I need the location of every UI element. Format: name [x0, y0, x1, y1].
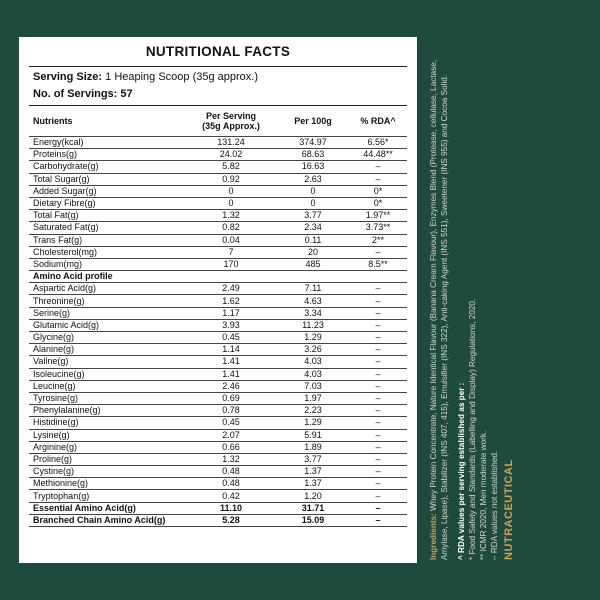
rda-notes	[456, 40, 500, 560]
table-row	[29, 405, 407, 417]
nutrient-name: Amino Acid profile	[29, 271, 185, 283]
nutrient-name: Cholesterol(mg)	[29, 246, 185, 258]
per-100g-value: 4.03	[277, 368, 349, 380]
nutrient-name: Energy(kcal)	[29, 137, 185, 149]
per-100g-value: 485	[277, 258, 349, 270]
nutrient-name: Tyrosine(g)	[29, 392, 185, 404]
per-serving-value: 0	[185, 185, 277, 197]
per-100g-value: 374.97	[277, 137, 349, 149]
rda-value: 0*	[349, 197, 407, 209]
header-rda: % RDA^	[349, 106, 407, 137]
nutrient-name: Isoleucine(g)	[29, 368, 185, 380]
per-100g-value: 1.29	[277, 332, 349, 344]
rda-note-2: ** ICMR 2020, Men moderate work.	[479, 430, 488, 560]
per-100g-value: 3.77	[277, 210, 349, 222]
rda-value: –	[349, 392, 407, 404]
nutrient-name: Carbohydrate(g)	[29, 161, 185, 173]
rda-value: –	[349, 514, 407, 526]
header-per-100g: Per 100g	[277, 106, 349, 137]
table-row	[29, 392, 407, 404]
per-100g-value: 1.97	[277, 392, 349, 404]
table-row	[29, 478, 407, 490]
per-100g-value: 1.20	[277, 490, 349, 502]
nutrient-name: Total Sugar(g)	[29, 173, 185, 185]
serving-size-label: Serving Size:	[33, 71, 103, 83]
servings-count	[19, 87, 417, 105]
table-row	[29, 185, 407, 197]
nutrient-name: Lysine(g)	[29, 429, 185, 441]
nutrient-name: Saturated Fat(g)	[29, 222, 185, 234]
table-row	[29, 161, 407, 173]
table-row	[29, 344, 407, 356]
nutrient-name: Alanine(g)	[29, 344, 185, 356]
nutrient-name: Glycine(g)	[29, 332, 185, 344]
rda-value: –	[349, 441, 407, 453]
nutrient-name: Methionine(g)	[29, 478, 185, 490]
per-100g-value: 0	[277, 185, 349, 197]
rda-value: –	[349, 173, 407, 185]
rda-note-3: – RDA values not established.	[490, 450, 499, 560]
per-serving-value: 0.92	[185, 173, 277, 185]
brand-label: NUTRACEUTICAL	[503, 459, 515, 560]
rda-note-1: * Food Safety and Standards (Labelling and Display) Regulations, 2020.	[468, 298, 477, 560]
per-100g-value: 16.63	[277, 161, 349, 173]
panel-title: NUTRITIONAL FACTS	[145, 44, 291, 59]
nutrient-name: Serine(g)	[29, 307, 185, 319]
table-row	[29, 149, 407, 161]
rda-value: –	[349, 368, 407, 380]
servings-count-value: 57	[120, 88, 133, 100]
per-serving-value: 24.02	[185, 149, 277, 161]
per-100g-value: 0	[277, 197, 349, 209]
table-row	[29, 295, 407, 307]
nutrient-name: Valine(g)	[29, 356, 185, 368]
table-row	[29, 283, 407, 295]
per-100g-value: 3.77	[277, 453, 349, 465]
rda-value: –	[349, 344, 407, 356]
per-100g-value: 1.29	[277, 417, 349, 429]
rda-value: –	[349, 490, 407, 502]
table-row	[29, 490, 407, 502]
rda-value: –	[349, 417, 407, 429]
per-100g-value: 31.71	[277, 502, 349, 514]
per-100g-value: 1.37	[277, 466, 349, 478]
per-serving-value: 0	[185, 197, 277, 209]
per-100g-value: 11.23	[277, 319, 349, 331]
nutrient-name: Cystine(g)	[29, 466, 185, 478]
per-serving-value: 0.42	[185, 490, 277, 502]
table-row	[29, 332, 407, 344]
rda-value: –	[349, 405, 407, 417]
table-row	[29, 271, 407, 283]
per-100g-value	[277, 271, 349, 283]
rda-value: –	[349, 295, 407, 307]
nutrient-name: Added Sugar(g)	[29, 185, 185, 197]
table-row	[29, 502, 407, 514]
nutrient-name: Aspartic Acid(g)	[29, 283, 185, 295]
rda-value: –	[349, 453, 407, 465]
per-serving-value: 0.48	[185, 466, 277, 478]
rda-value: 3.73**	[349, 222, 407, 234]
rda-value: –	[349, 283, 407, 295]
header-nutrients: Nutrients	[29, 106, 185, 137]
rda-value: 0*	[349, 185, 407, 197]
per-serving-value: 131.24	[185, 137, 277, 149]
servings-count-label: No. of Servings:	[33, 88, 118, 100]
table-row	[29, 514, 407, 526]
rda-value: 44.48**	[349, 149, 407, 161]
rda-value: –	[349, 246, 407, 258]
rda-value: –	[349, 502, 407, 514]
per-serving-value: 0.45	[185, 417, 277, 429]
table-row	[29, 210, 407, 222]
rda-value: –	[349, 478, 407, 490]
per-100g-value: 7.11	[277, 283, 349, 295]
ingredients-label: Ingredients:	[429, 513, 438, 560]
table-row	[29, 319, 407, 331]
table-row	[29, 173, 407, 185]
rda-value: –	[349, 429, 407, 441]
per-serving-value: 11.10	[185, 502, 277, 514]
per-100g-value: 3.26	[277, 344, 349, 356]
table-row	[29, 137, 407, 149]
per-serving-value: 170	[185, 258, 277, 270]
nutrient-name: Dietary Fibre(g)	[29, 197, 185, 209]
per-serving-value: 1.32	[185, 453, 277, 465]
rda-value: 2**	[349, 234, 407, 246]
nutrient-name: Total Fat(g)	[29, 210, 185, 222]
per-100g-value: 1.37	[277, 478, 349, 490]
serving-size-value: 1 Heaping Scoop (35g approx.)	[105, 71, 259, 83]
ingredients	[428, 40, 450, 560]
rda-value: –	[349, 307, 407, 319]
rda-value: –	[349, 356, 407, 368]
rda-value: –	[349, 466, 407, 478]
per-100g-value: 2.23	[277, 405, 349, 417]
table-row	[29, 368, 407, 380]
per-serving-value: 0.66	[185, 441, 277, 453]
per-serving-value: 1.41	[185, 368, 277, 380]
per-serving-value: 5.82	[185, 161, 277, 173]
nutrient-name: Proteins(g)	[29, 149, 185, 161]
nutrient-name: Threonine(g)	[29, 295, 185, 307]
ingredients-text: Whey Protein Concentrate, Nature Identical Flavour (Banana Cream Flavour), Enzymes Blend (Protease, cellulase, Lactase, Amylase, Lipase), Stabilizer (INS 407, 415), Emulsifier (INS 322), Anti-caking Agent (INS 551), Sweetener (INS 955) and Cocoa Solid.	[429, 59, 449, 560]
table-row	[29, 441, 407, 453]
per-100g-value: 15.09	[277, 514, 349, 526]
nutrient-name: Arginine(g)	[29, 441, 185, 453]
per-100g-value: 3.34	[277, 307, 349, 319]
nutrient-name: Essential Amino Acid(g)	[29, 502, 185, 514]
per-100g-value: 0.11	[277, 234, 349, 246]
per-serving-value: 1.14	[185, 344, 277, 356]
rda-value: 8.5**	[349, 258, 407, 270]
per-serving-value: 0.69	[185, 392, 277, 404]
nutrient-name: Histidine(g)	[29, 417, 185, 429]
per-serving-value: 1.41	[185, 356, 277, 368]
per-100g-value: 1.89	[277, 441, 349, 453]
rda-heading: ^ RDA values per serving established as per :	[457, 382, 466, 560]
table-row	[29, 429, 407, 441]
per-100g-value: 2.63	[277, 173, 349, 185]
per-100g-value: 7.03	[277, 380, 349, 392]
rda-value	[349, 271, 407, 283]
nutrient-name: Proline(g)	[29, 453, 185, 465]
table-header-row	[29, 106, 407, 137]
per-serving-value: 7	[185, 246, 277, 258]
nutrition-table	[29, 105, 407, 527]
per-serving-value: 3.93	[185, 319, 277, 331]
table-row	[29, 197, 407, 209]
per-serving-value: 2.07	[185, 429, 277, 441]
side-info	[428, 40, 588, 560]
per-100g-value: 20	[277, 246, 349, 258]
nutrient-name: Branched Chain Amino Acid(g)	[29, 514, 185, 526]
table-row	[29, 246, 407, 258]
table-row	[29, 307, 407, 319]
per-serving-value: 5.28	[185, 514, 277, 526]
per-serving-value: 2.46	[185, 380, 277, 392]
per-serving-value: 1.62	[185, 295, 277, 307]
table-row	[29, 466, 407, 478]
nutrient-name: Trans Fat(g)	[29, 234, 185, 246]
rda-value: 6.56*	[349, 137, 407, 149]
nutrient-name: Tryptophan(g)	[29, 490, 185, 502]
rda-value: –	[349, 380, 407, 392]
table-row	[29, 222, 407, 234]
per-serving-value: 0.82	[185, 222, 277, 234]
per-serving-value: 0.78	[185, 405, 277, 417]
nutrient-name: Phenylalanine(g)	[29, 405, 185, 417]
rda-value: –	[349, 319, 407, 331]
table-row	[29, 258, 407, 270]
per-serving-value	[185, 271, 277, 283]
table-row	[29, 417, 407, 429]
nutrient-name: Leucine(g)	[29, 380, 185, 392]
nutrition-panel	[19, 37, 417, 563]
serving-size	[19, 67, 417, 87]
per-100g-value: 4.63	[277, 295, 349, 307]
per-100g-value: 2.34	[277, 222, 349, 234]
table-row	[29, 356, 407, 368]
rda-value: –	[349, 332, 407, 344]
table-row	[29, 234, 407, 246]
per-100g-value: 4.03	[277, 356, 349, 368]
table-row	[29, 453, 407, 465]
per-100g-value: 68.63	[277, 149, 349, 161]
per-serving-value: 2.49	[185, 283, 277, 295]
rda-value: –	[349, 161, 407, 173]
per-serving-value: 1.17	[185, 307, 277, 319]
header-per-serving: Per Serving (35g Approx.)	[185, 106, 277, 137]
nutrient-name: Sodium(mg)	[29, 258, 185, 270]
per-serving-value: 1.32	[185, 210, 277, 222]
per-serving-value: 0.48	[185, 478, 277, 490]
nutrient-name: Glutamic Acid(g)	[29, 319, 185, 331]
per-100g-value: 5.91	[277, 429, 349, 441]
table-row	[29, 380, 407, 392]
rda-value: 1.97**	[349, 210, 407, 222]
per-serving-value: 0.04	[185, 234, 277, 246]
per-serving-value: 0.45	[185, 332, 277, 344]
